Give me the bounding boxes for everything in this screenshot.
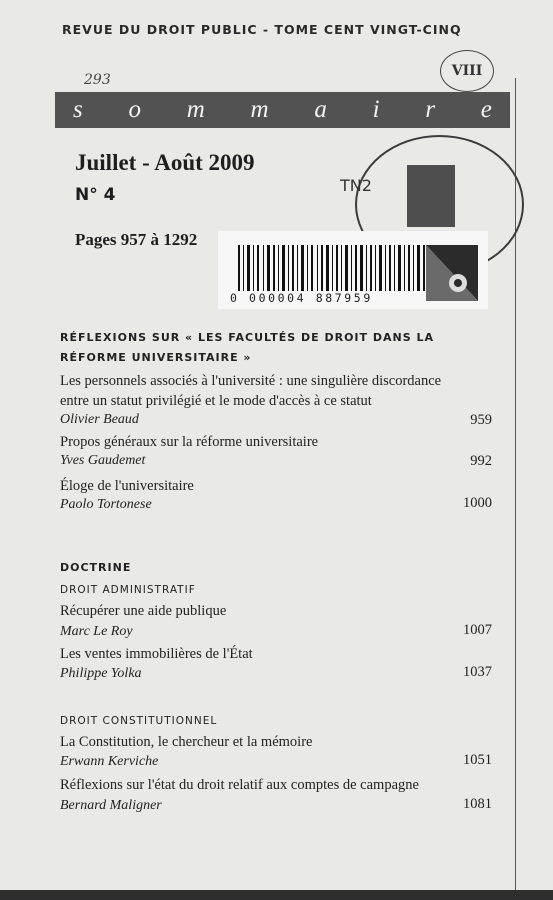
banner-letter: e <box>480 96 492 123</box>
article-author: Erwann Kerviche <box>60 754 159 769</box>
article-page: 992 <box>470 453 492 469</box>
handwritten-mark: VIII <box>440 50 494 92</box>
handwritten-number: 293 <box>84 72 111 88</box>
article-author: Bernard Maligner <box>60 798 162 813</box>
issue-number: N° 4 <box>75 185 116 205</box>
article-title: Propos généraux sur la réforme universitaire <box>60 434 319 450</box>
banner-letter: o <box>128 96 141 123</box>
banner-letter: i <box>372 96 380 123</box>
article-page: 1000 <box>463 495 492 511</box>
article-page: 959 <box>470 412 492 428</box>
banner-letter: a <box>314 96 327 123</box>
sommaire-banner <box>55 92 510 128</box>
article-title: La Constitution, le chercheur et la mémoire <box>60 734 313 750</box>
journal-title: REVUE DU DROIT PUBLIC - TOME CENT VINGT-CINQ <box>62 22 462 37</box>
article-author: Marc Le Roy <box>60 624 133 639</box>
barcode-icon <box>238 245 428 291</box>
article-author: Philippe Yolka <box>60 666 142 681</box>
article-title: Les personnels associés à l'université : une singulière discordance <box>60 373 442 389</box>
handwritten-code: TN2 <box>340 176 372 195</box>
article-author: Paolo Tortonese <box>60 497 152 512</box>
article-page: 1037 <box>463 664 492 680</box>
article-title: entre un statut privilégié et le mode d'accès à ce statut <box>60 393 372 409</box>
article-title: Réflexions sur l'état du droit relatif aux comptes de campagne <box>60 777 419 793</box>
pages-range: Pages 957 à 1292 <box>75 230 198 249</box>
scan-edge <box>0 890 553 900</box>
article-title: Les ventes immobilières de l'État <box>60 646 253 662</box>
section-heading: DOCTRINE <box>60 561 132 574</box>
article-title: Éloge de l'universitaire <box>60 478 194 494</box>
subsection-heading: DROIT CONSTITUTIONNEL <box>60 715 218 727</box>
article-page: 1007 <box>463 622 492 638</box>
publisher-logo-icon <box>426 245 478 301</box>
article-page: 1081 <box>463 796 492 812</box>
banner-letter: r <box>425 96 436 123</box>
issue-date: Juillet - Août 2009 <box>75 150 255 175</box>
article-author: Olivier Beaud <box>60 412 139 427</box>
article-author: Yves Gaudemet <box>60 453 146 468</box>
section-heading: RÉFORME UNIVERSITAIRE » <box>60 351 252 364</box>
banner-letter: s <box>73 96 83 123</box>
barcode-digits: 0 000004 887959 <box>230 291 373 305</box>
stamp-emblem <box>407 165 455 227</box>
subsection-heading: DROIT ADMINISTRATIF <box>60 584 196 596</box>
section-heading: RÉFLEXIONS SUR « LES FACULTÉS DE DROIT DANS LA <box>60 331 434 344</box>
article-title: Récupérer une aide publique <box>60 603 227 619</box>
article-page: 1051 <box>463 752 492 768</box>
barcode-label <box>218 231 488 309</box>
banner-letter: m <box>186 96 205 123</box>
banner-letter: m <box>250 96 269 123</box>
